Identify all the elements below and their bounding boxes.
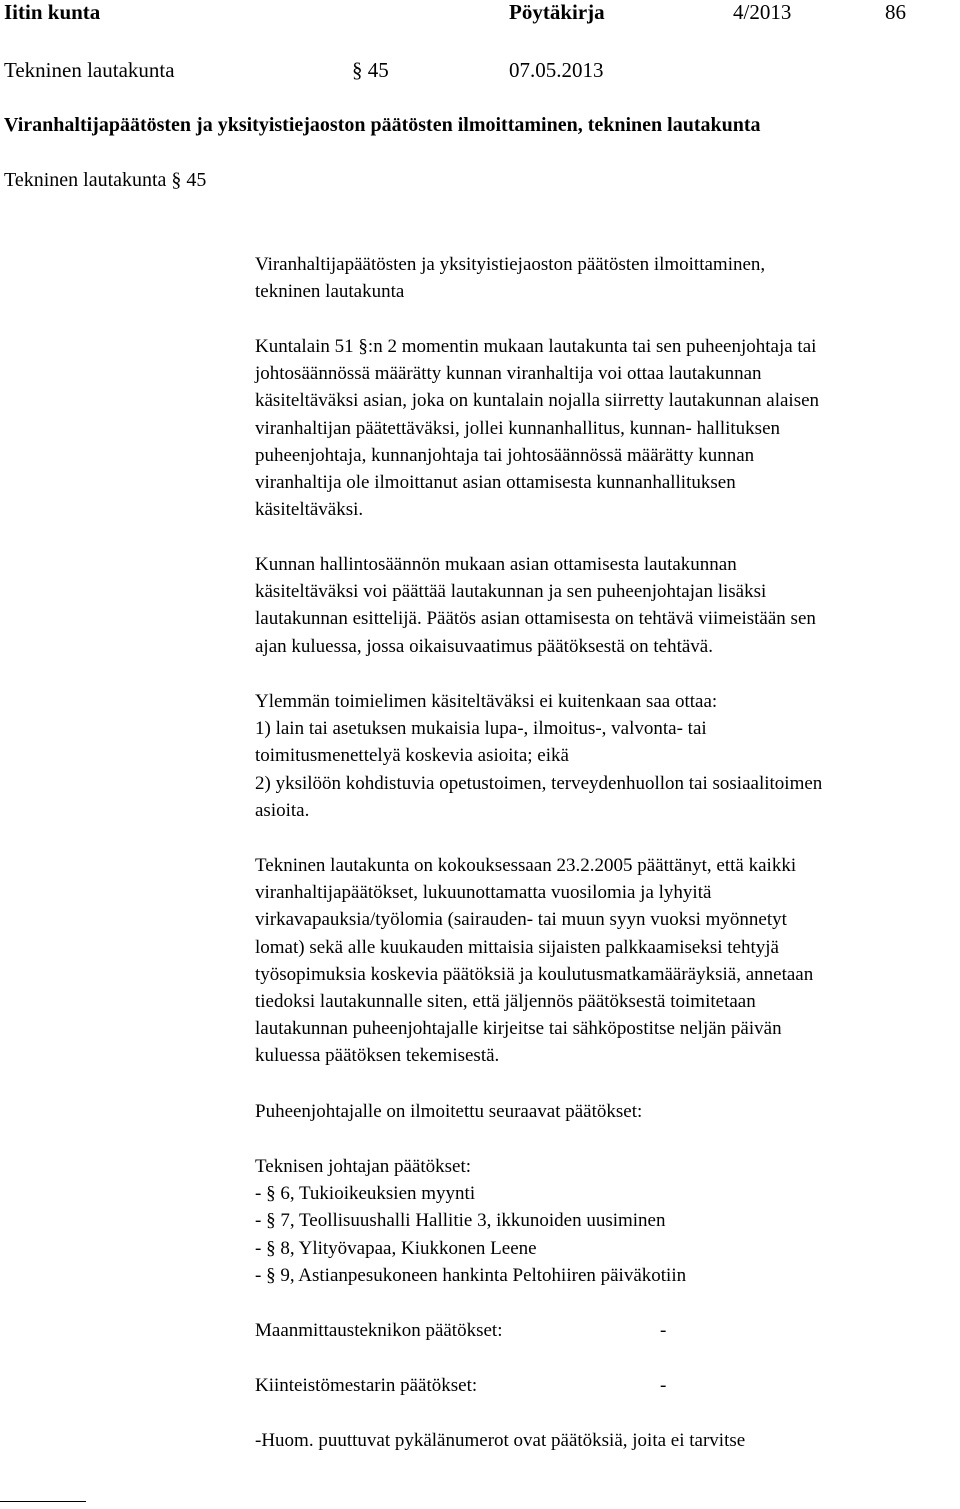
paragraph-line: puheenjohtaja, kunnanjohtaja tai johtosäännössä määrätty kunnan	[255, 444, 755, 466]
paragraph-line: virkavapauksia/työlomia (sairauden- tai muun syyn vuoksi myönnetyt	[255, 909, 787, 931]
paragraph-line: käsiteltäväksi.	[255, 499, 364, 521]
paragraph-line: käsiteltäväksi voi päättää lautakunnan ja sen puheenjohtajan lisäksi	[255, 581, 767, 603]
note-line: -Huom. puuttuvat pykälänumerot ovat päätöksiä, joita ei tarvitse	[255, 1430, 746, 1451]
property-manager-decisions-value: -	[660, 1375, 667, 1396]
committee-name: Tekninen lautakunta	[4, 58, 175, 82]
paragraph-line: Tekninen lautakunta on kokouksessaan 23.2.2005 päättänyt, että kaikki	[255, 855, 797, 876]
section-reference: Tekninen lautakunta § 45	[4, 169, 207, 191]
municipality-name: Iitin kunta	[4, 0, 101, 24]
paragraph-committee-decision	[255, 852, 945, 1070]
item-title: Viranhaltijapäätösten ja yksityistiejaoston päätösten ilmoittaminen, tekninen lautakunta	[4, 114, 761, 136]
paragraph-line: lautakunnan puheenjohtajalle kirjeitse tai sähköpostitse neljän päivän	[255, 1018, 782, 1040]
paragraph-line: viranhaltijapäätökset, lukuunottamatta vuosilomia ja lyhyitä	[255, 882, 712, 904]
paragraph-notified	[255, 1098, 945, 1125]
paragraph-line: Kuntalain 51 §:n 2 momentin mukaan lautakunta tai sen puheenjohtaja tai	[255, 336, 817, 357]
surveyor-decisions-value: -	[660, 1320, 667, 1341]
paragraph-line: 2) yksilöön kohdistuvia opetustoimen, terveydenhuollon tai sosiaalitoimen	[255, 772, 823, 794]
footnote-divider	[0, 1501, 86, 1502]
paragraph-line: käsiteltäväksi asian, joka on kuntalain nojalla siirretty lautakunnan alaisen	[255, 390, 820, 412]
paragraph-line: tiedoksi lautakunnalle siten, että jäljennös päätöksestä toimitetaan	[255, 991, 756, 1013]
section-number: § 45	[352, 58, 389, 82]
paragraph-line: johtosäännössä määrätty kunnan viranhaltija voi ottaa lautakunnan	[255, 363, 762, 385]
property-manager-decisions-row	[255, 1372, 945, 1399]
paragraph-line: lomat) sekä alle kuukauden mittaisia sijaisten palkkaamiseksi tehtyjä	[255, 936, 779, 958]
paragraph-line: kuluessa päätöksen tekemisestä.	[255, 1045, 500, 1067]
property-manager-decisions-label: Kiinteistömestarin päätökset:	[255, 1375, 478, 1396]
decision-item: - § 9, Astianpesukoneen hankinta Peltohiiren päiväkotiin	[255, 1264, 687, 1286]
decision-item: - § 7, Teollisuushalli Hallitie 3, ikkunoiden uusiminen	[255, 1210, 666, 1232]
paragraph-kuntalaki	[255, 333, 945, 523]
paragraph-hallintosaanto	[255, 551, 945, 660]
paragraph-line: lautakunnan esittelijä. Päätös asian ottamisesta on tehtävä viimeistään sen	[255, 608, 816, 630]
item-heading	[255, 251, 945, 305]
surveyor-decisions-row	[255, 1317, 945, 1344]
paragraph-line: toimitusmenettelyä koskevia asioita; eikä	[255, 745, 569, 767]
paragraph-line: Kunnan hallintosäännön mukaan asian ottamisesta lautakunnan	[255, 554, 737, 575]
property-manager-decisions	[255, 1372, 945, 1399]
decisions-heading: Teknisen johtajan päätökset:	[255, 1156, 472, 1177]
decision-item: - § 8, Ylityövapaa, Kiukkonen Leene	[255, 1237, 537, 1259]
surveyor-decisions-label: Maanmittausteknikon päätökset:	[255, 1320, 503, 1341]
surveyor-decisions	[255, 1317, 945, 1344]
meeting-date: 07.05.2013	[509, 58, 604, 82]
item-heading-line: Viranhaltijapäätösten ja yksityistiejaoston päätösten ilmoittaminen,	[255, 254, 766, 275]
technical-director-decisions	[255, 1153, 945, 1289]
note	[255, 1427, 945, 1454]
paragraph-line: työsopimuksia koskevia päätöksiä ja koulutusmatkamääräyksiä, annetaan	[255, 963, 814, 985]
paragraph-line: ajan kuluessa, jossa oikaisuvaatimus päätöksestä on tehtävä.	[255, 635, 713, 657]
page-number: 86	[885, 0, 906, 24]
issue-number: 4/2013	[733, 0, 792, 24]
paragraph-line: 1) lain tai asetuksen mukaisia lupa-, ilmoitus-, valvonta- tai	[255, 718, 707, 740]
paragraph-line: Puheenjohtajalle on ilmoitettu seuraavat päätökset:	[255, 1101, 643, 1122]
paragraph-line: viranhaltija ole ilmoittanut asian ottamisesta kunnanhallituksen	[255, 472, 736, 494]
document-type: Pöytäkirja	[509, 0, 605, 24]
paragraph-line: Ylemmän toimielimen käsiteltäväksi ei kuitenkaan saa ottaa:	[255, 691, 718, 712]
paragraph-line: asioita.	[255, 799, 310, 821]
decision-item: - § 6, Tukioikeuksien myynti	[255, 1183, 476, 1205]
paragraph-line: viranhaltijan päätettäväksi, jollei kunnanhallitus, kunnan- hallituksen	[255, 417, 781, 439]
paragraph-limitations	[255, 688, 945, 824]
item-heading-line: tekninen lautakunta	[255, 281, 405, 302]
